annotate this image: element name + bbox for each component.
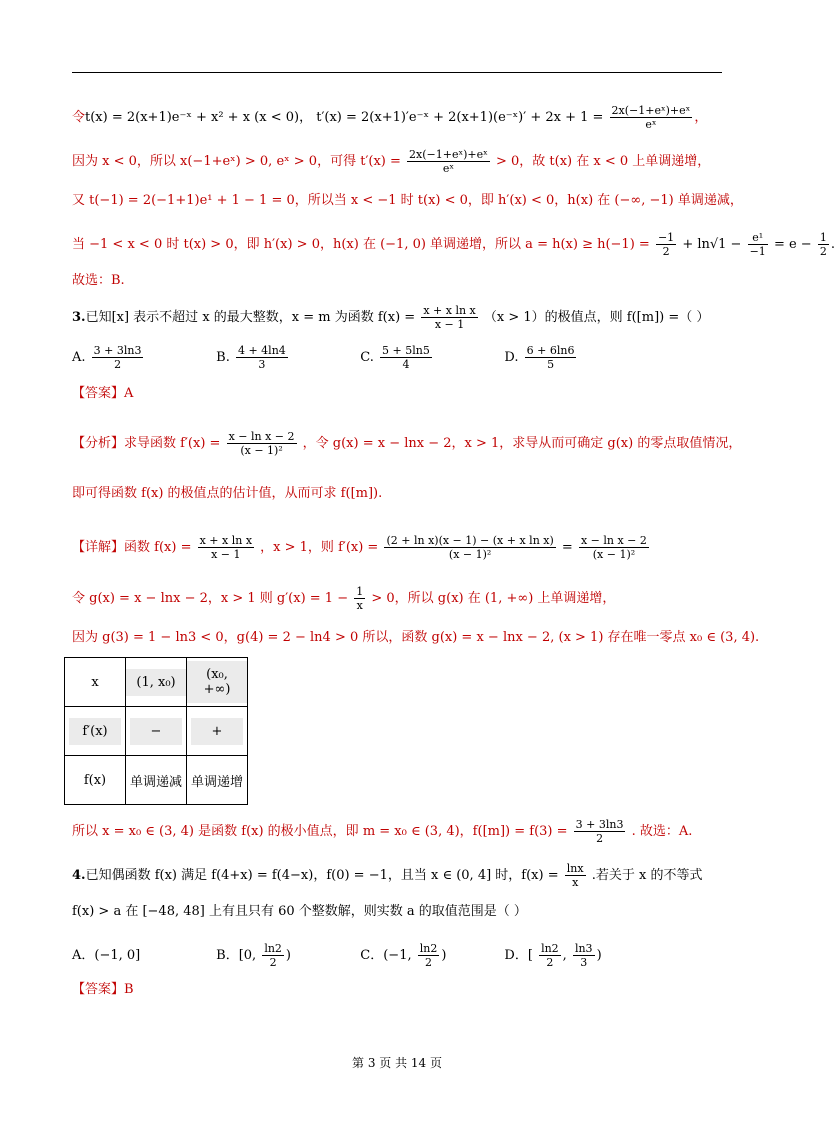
table-cell (187, 658, 248, 707)
text: .若关于 x 的不等式 (591, 868, 703, 883)
formula: = e − (773, 237, 812, 252)
fraction (198, 534, 254, 561)
option-b (216, 942, 356, 969)
text: . (830, 237, 835, 252)
text: f(x) > a 在 [−48, 48] 上有且只有 60 个整数解，则实数 a 的取值范围是（ ） (72, 904, 527, 919)
text: 又 t(−1) = 2(−1+1)e¹ + 1 − 1 = 0，所以当 x < −1 时 t(x) < 0，即 h′(x) < 0，h(x) 在 (−∞, −1) 单调递减， (72, 193, 743, 208)
fraction-numerator: x − ln x − 2 (580, 534, 647, 547)
solution-line-1 (72, 104, 707, 131)
option-text: , (562, 948, 567, 963)
fraction (418, 942, 440, 969)
text: > 0，所以 g(x) 在 (1, +∞) 上单调递增， (371, 591, 616, 606)
fraction-numerator: ln3 (574, 942, 593, 955)
text: = (561, 540, 573, 555)
text: 已知偶函数 f(x) 满足 f(4+x) = f(4−x)，f(0) = −1，且当 x ∈ (0, 4] 时，f(x) = (85, 868, 559, 883)
fraction (539, 942, 561, 969)
option-label: A. (72, 350, 86, 365)
option-text: ) (441, 948, 447, 963)
fraction (92, 344, 144, 371)
q3-detail (72, 534, 651, 561)
table-cell (126, 756, 187, 805)
option-text: B．[0, (216, 948, 257, 963)
option-text: A．(−1, 0] (72, 948, 141, 963)
page-footer: 第 3 页 共 14 页 (352, 1056, 442, 1070)
fraction-numerator: e¹ (748, 231, 768, 245)
fraction-denominator: −1 (749, 245, 766, 258)
fraction (574, 818, 626, 845)
table-row (65, 658, 248, 707)
fraction (748, 231, 768, 258)
fraction (573, 942, 595, 969)
text: ，x > 1，则 f′(x) = (260, 540, 379, 555)
text: . 故选：A. (631, 824, 693, 839)
option-b (216, 344, 356, 371)
fraction-numerator: 2x(−1+eˣ)+eˣ (611, 104, 691, 117)
answer-label: 【答案】A (72, 386, 134, 401)
fraction-numerator: ln2 (541, 942, 559, 955)
table-cell (65, 658, 126, 707)
fraction (525, 344, 577, 371)
solution-line-3 (72, 191, 743, 211)
option-label: D. (504, 350, 519, 365)
fraction-denominator: 4 (402, 358, 410, 371)
solution-line-4 (72, 231, 835, 258)
answer-label: 【答案】B (72, 982, 134, 997)
option-c (360, 344, 500, 371)
q3-g-line (72, 585, 615, 612)
fraction-denominator: 2 (269, 956, 277, 969)
q4-options (72, 942, 664, 969)
fraction (610, 104, 693, 131)
fraction-numerator: 2x(−1+eˣ)+eˣ (409, 148, 488, 161)
fraction-numerator: lnx (566, 862, 584, 875)
cell-text: − (130, 718, 182, 745)
cell-text: 单调递增 (190, 774, 243, 790)
fraction (818, 231, 829, 258)
fraction (384, 534, 555, 561)
option-text: ) (596, 948, 602, 963)
fraction-denominator: eˣ (442, 162, 455, 175)
text: 求导函数 f′(x) = (124, 436, 221, 451)
table-cell (187, 707, 248, 756)
detail-tag: 【详解】 (72, 540, 125, 555)
option-label: B. (216, 350, 230, 365)
q3-stem (72, 304, 709, 331)
option-a (72, 946, 212, 966)
fraction-numerator: x + x ln x (423, 304, 476, 317)
fraction-numerator: 3 + 3ln3 (575, 818, 624, 831)
fraction-denominator: 3 (580, 956, 588, 969)
q3-analysis (72, 430, 741, 457)
fraction-numerator: x − ln x − 2 (228, 430, 295, 443)
text: 故选：B. (72, 273, 125, 288)
option-text: ) (285, 948, 291, 963)
fraction (354, 585, 365, 612)
fraction-denominator: 2 (596, 832, 604, 845)
fraction (262, 942, 284, 969)
q3-answer (72, 384, 133, 404)
cell-text: f′(x) (69, 718, 121, 745)
q4-stem (72, 862, 702, 889)
q3-analysis-cont (72, 484, 382, 504)
fraction (656, 231, 676, 258)
fraction-denominator: 2 (819, 245, 827, 258)
formula: + ln√1 − (682, 237, 742, 252)
cell-text: + (191, 718, 243, 745)
text: ， (694, 110, 708, 125)
q3-conclusion (72, 818, 692, 845)
fraction-denominator: (x − 1)² (448, 548, 492, 561)
text: 已知[x] 表示不超过 x 的最大整数，x = m 为函数 f(x) = (85, 310, 416, 325)
formula: t′(x) = 2(x+1)′e⁻ˣ + 2(x+1)(e⁻ˣ)′ + 2x + 1 = (316, 110, 604, 125)
option-label: C. (360, 350, 374, 365)
cell-text: (1, x₀) (126, 669, 185, 696)
fraction-denominator: (x − 1)² (240, 444, 283, 457)
table-cell (187, 756, 248, 805)
fraction-denominator: 3 (258, 358, 266, 371)
fraction-denominator: 5 (547, 358, 555, 371)
cell-text: (x₀, +∞) (187, 661, 247, 703)
fraction-denominator: 2 (662, 245, 670, 258)
text: ，令 g(x) = x − lnx − 2，x > 1，求导从而可确定 g(x) 的零点取值情况， (302, 436, 742, 451)
table-cell (126, 658, 187, 707)
fraction-numerator: 5 + 5ln5 (382, 344, 430, 357)
fraction-denominator: x (572, 876, 579, 889)
prev-choose (72, 271, 125, 291)
fraction (380, 344, 432, 371)
text: 当 −1 < x < 0 时 t(x) > 0，即 h′(x) > 0，h(x) 在 (−1, 0) 单调递增，所以 a = h(x) ≥ h(−1) = (72, 237, 650, 252)
fraction-numerator: 1 (356, 585, 364, 598)
fraction (407, 148, 490, 175)
option-d (504, 344, 644, 371)
fraction-numerator: ln2 (419, 942, 438, 955)
q3-options (72, 344, 644, 371)
fraction-denominator: 2 (425, 956, 433, 969)
fraction (236, 344, 288, 371)
fraction-numerator: x + x ln x (199, 534, 253, 547)
analysis-tag: 【分析】 (72, 436, 125, 451)
text: 所以 x = x₀ ∈ (3, 4) 是函数 f(x) 的极小值点，即 m = x₀ ∈ (3, 4)，f([m]) = f(3) = (72, 824, 568, 839)
table-row (65, 707, 248, 756)
table-cell (65, 707, 126, 756)
fraction-numerator: ln2 (264, 942, 282, 955)
cell-text: f(x) (83, 772, 107, 788)
question-number: 4. (72, 868, 86, 883)
text: 函数 f(x) = (124, 540, 192, 555)
cell-text: 单调递减 (129, 774, 182, 790)
text: > 0，故 t(x) 在 x < 0 上单调递增， (495, 154, 711, 169)
fraction (579, 534, 649, 561)
option-d (504, 942, 664, 969)
fraction (565, 862, 586, 889)
q3-zero-line (72, 628, 759, 648)
text: （x > 1）的极值点，则 f([m]) =（ ） (483, 310, 710, 325)
header-rule (72, 72, 722, 73)
option-text: D．[ (504, 948, 533, 963)
text: 即可得函数 f(x) 的极值点的估计值，从而可求 f([m]). (72, 486, 383, 501)
solution-line-2 (72, 148, 710, 175)
table-row (65, 756, 248, 805)
fraction (421, 304, 477, 331)
fraction-denominator: x − 1 (434, 318, 465, 331)
sign-table (64, 657, 248, 805)
fraction-numerator: −1 (657, 231, 675, 244)
cell-text: x (91, 674, 99, 690)
fraction-denominator: x (356, 599, 363, 612)
option-c (360, 942, 500, 969)
text: 因为 x < 0，所以 x(−1+eˣ) > 0, eˣ > 0，可得 t′(x) = (72, 154, 401, 169)
question-number: 3. (72, 310, 86, 325)
fraction (227, 430, 297, 457)
text: 令 (72, 110, 86, 125)
q4-stem-line2 (72, 902, 527, 922)
q4-answer (72, 980, 134, 1000)
formula: t(x) = 2(x+1)e⁻ˣ + x² + x (x < 0)， (85, 110, 313, 125)
fraction-numerator: 1 (819, 231, 827, 244)
text: 因为 g(3) = 1 − ln3 < 0，g(4) = 2 − ln4 > 0 所以，函数 g(x) = x − lnx − 2, (x > 1) 存在唯一零点 x₀ ∈ (3, 4). (72, 630, 760, 645)
table-cell (65, 756, 126, 805)
fraction-denominator: (x − 1)² (592, 548, 636, 561)
table-cell (126, 707, 187, 756)
fraction-denominator: 2 (114, 358, 122, 371)
fraction-numerator: 6 + 6ln6 (526, 344, 575, 357)
fraction-denominator: eˣ (645, 118, 657, 131)
fraction-denominator: x − 1 (211, 548, 241, 561)
fraction-denominator: 2 (546, 956, 554, 969)
fraction-numerator: 4 + 4ln4 (237, 344, 286, 357)
fraction-numerator: 3 + 3ln3 (93, 344, 142, 357)
text: 令 g(x) = x − lnx − 2，x > 1 则 g′(x) = 1 − (72, 591, 349, 606)
option-a (72, 344, 212, 371)
option-text: C．(−1, (360, 948, 412, 963)
fraction-numerator: (2 + ln x)(x − 1) − (x + x ln x) (386, 534, 554, 547)
